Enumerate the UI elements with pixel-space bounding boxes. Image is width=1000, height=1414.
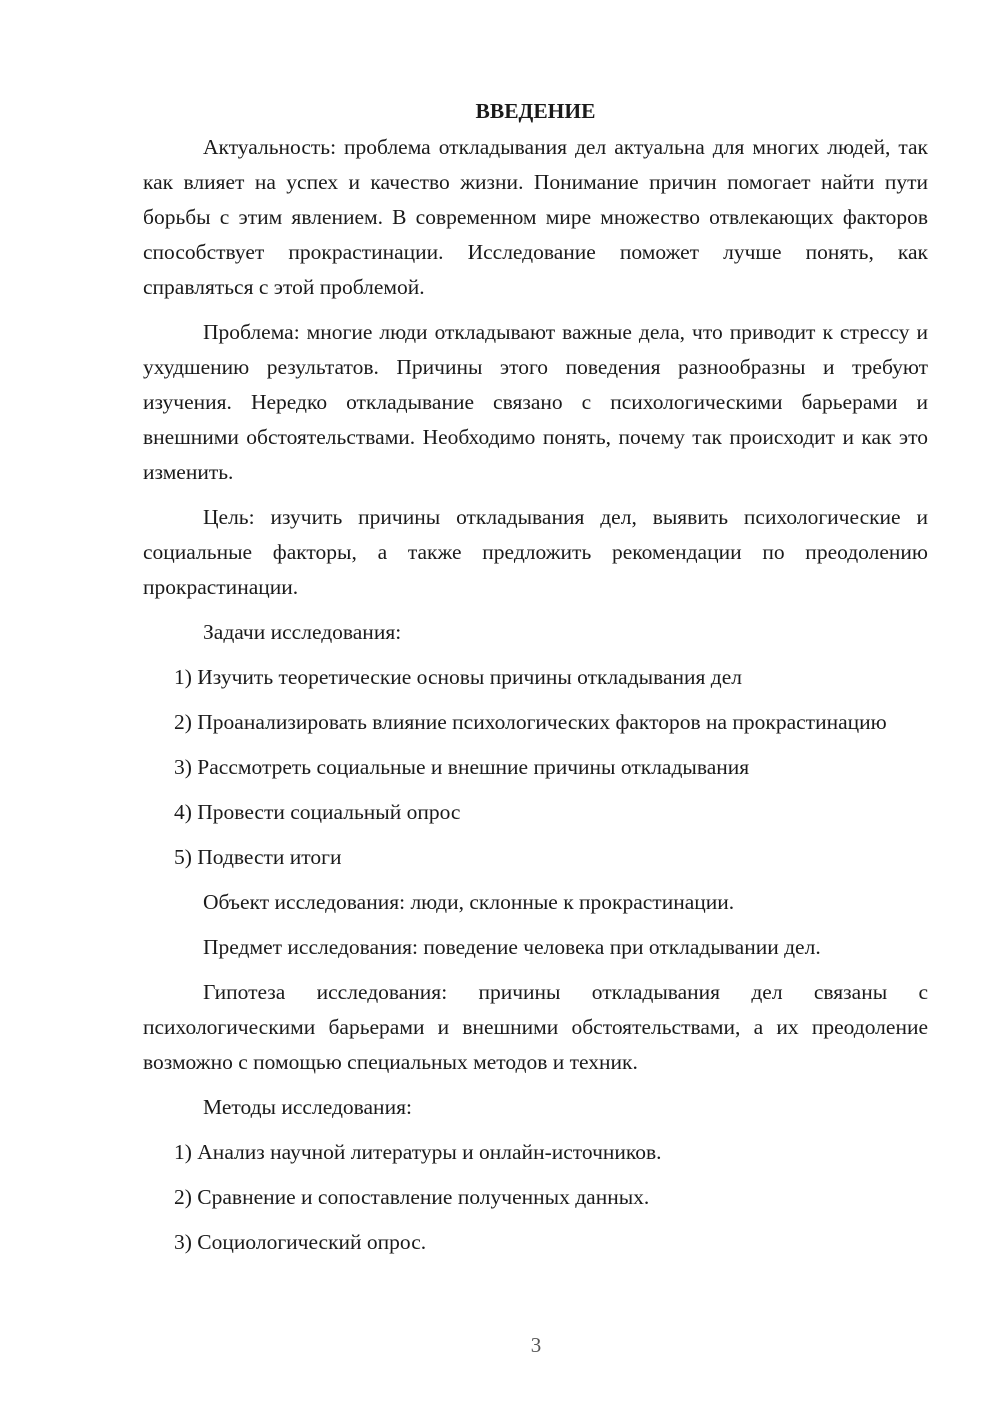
- subject-paragraph: Предмет исследования: поведение человека при откладывании дел.: [203, 935, 821, 959]
- task-item: 1) Изучить теоретические основы причины откладывания дел: [174, 665, 743, 689]
- task-item: 3) Рассмотреть социальные и внешние причины откладывания: [174, 755, 750, 779]
- section-title: ВВЕДЕНИЕ: [475, 99, 596, 123]
- tasks-heading: Задачи исследования:: [203, 620, 402, 644]
- method-item: 2) Сравнение и сопоставление полученных данных.: [174, 1185, 650, 1209]
- task-item: 2) Проанализировать влияние психологических факторов на прокрастинацию: [174, 710, 887, 734]
- task-item: 5) Подвести итоги: [174, 845, 342, 869]
- methods-heading: Методы исследования:: [203, 1095, 412, 1119]
- goal-paragraph: Цель: изучить причины откладывания дел, выявить психологические и социальные факторы, а также предложить рекомендации по преодолению прокрастинации.: [143, 505, 928, 599]
- object-paragraph: Объект исследования: люди, склонные к прокрастинации.: [203, 890, 735, 914]
- page-content: [143, 94, 928, 1270]
- task-item: 4) Провести социальный опрос: [174, 800, 461, 824]
- relevance-paragraph: Актуальность: проблема откладывания дел актуальна для многих людей, так как влияет на успех и качество жизни. Понимание причин помогает найти пути борьбы с этим явлением. В современном мире множество отвлекающих факторов способствует прокрастинации. Исследование поможет лучше понять, как справляться с этой проблемой.: [143, 135, 928, 299]
- method-item: 1) Анализ научной литературы и онлайн-источников.: [174, 1140, 662, 1164]
- method-item: 3) Социологический опрос.: [174, 1230, 427, 1254]
- page-number: 3: [530, 1333, 542, 1357]
- hypothesis-paragraph: Гипотеза исследования: причины откладывания дел связаны с психологическими барьерами и внешними обстоятельствами, а их преодоление возможно с помощью специальных методов и техник.: [143, 980, 928, 1074]
- problem-paragraph: Проблема: многие люди откладывают важные дела, что приводит к стрессу и ухудшению результатов. Причины этого поведения разнообразны и требуют изучения. Нередко откладывание связано с психологическими барьерами и внешними обстоятельствами. Необходимо понять, почему так происходит и как это изменить.: [143, 320, 928, 484]
